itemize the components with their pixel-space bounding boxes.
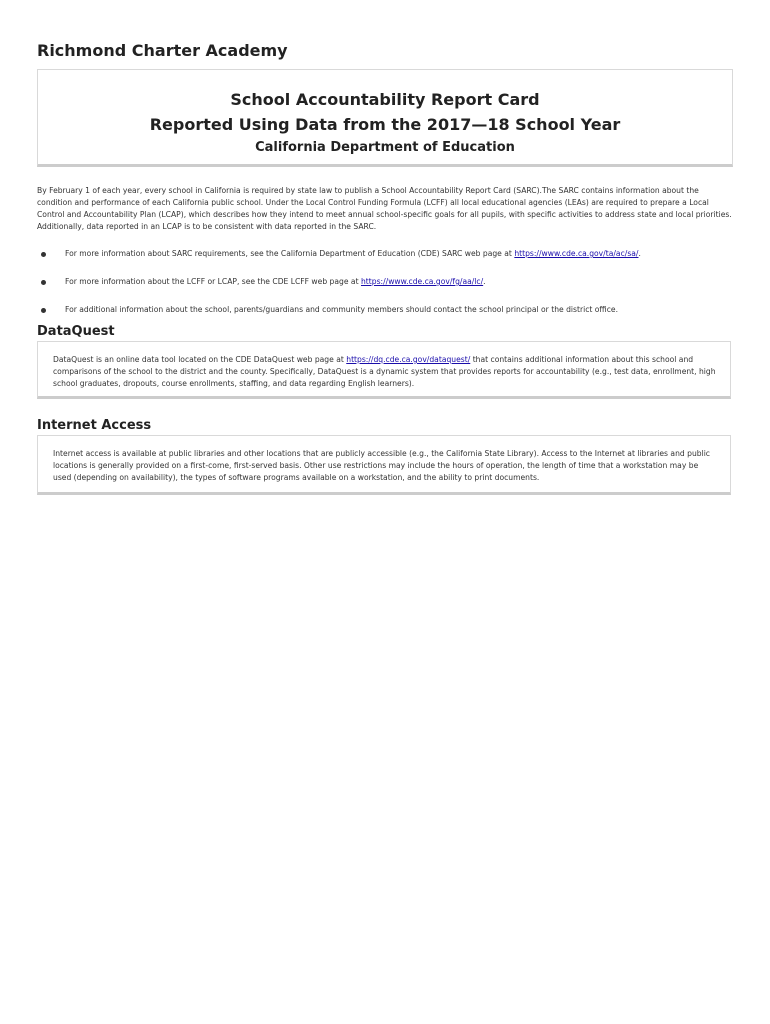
report-subtitle: Reported Using Data from the 2017—18 School Year (149, 115, 621, 134)
report-header-box (37, 69, 733, 167)
internet-access-heading: Internet Access (37, 418, 152, 433)
dataquest-heading: DataQuest (37, 324, 115, 339)
dataquest-box (37, 341, 731, 399)
bullet-sarc-end: . (638, 249, 641, 258)
bullet-sarc-text: For more information about SARC requirements, see the California Department of Education (CDE) SARC web page at (65, 249, 515, 258)
bullet-text (65, 276, 486, 288)
intro-paragraph: By February 1 of each year, every school in California is required by state law to publish a School Accountability Report Card (SARC).The SARC contains information about the condition and performance of each California public school. Under the Local Control Funding Formula (LCFF) all local educational agencies (LEAs) are required to prepare a Local Control and Accountability Plan (LCAP), which describes how they intend to meet annual school-specific goals for all pupils, with specific activities to address state and local priorities. Additionally, data reported in an LCAP is to be consistent with data reported in the SARC. (37, 186, 732, 231)
internet-access-paragraph: Internet access is available at public libraries and other locations that are publicly accessible (e.g., the California State Library). Access to the Internet at libraries and public locations is generally provided on a first-come, first-served basis. Other use restrictions may include the hours of operation, the length of time that a workstation may be used (depending on availability), the types of software programs available on a workstation, and the ability to print documents. (53, 449, 710, 482)
report-agency: California Department of Education (255, 140, 515, 155)
bullet-contact-text: For additional information about the school, parents/guardians and community members should contact the school principal or the district office. (65, 305, 619, 314)
internet-access-box (37, 435, 731, 495)
sarc-link[interactable]: https://www.cde.ca.gov/ta/ac/sa/ (514, 249, 639, 258)
bullet-text (65, 248, 641, 260)
bullet-dot-icon (41, 280, 46, 285)
report-title: School Accountability Report Card (230, 90, 540, 109)
dataquest-link[interactable]: https://dq.cde.ca.gov/dataquest/ (346, 355, 471, 364)
bullet-dot-icon (41, 308, 46, 313)
school-name: Richmond Charter Academy (37, 41, 288, 60)
dataquest-text-start: DataQuest is an online data tool located on the CDE DataQuest web page at (53, 355, 347, 364)
dataquest-paragraph (53, 354, 718, 390)
bullet-lcff-end: . (483, 277, 486, 286)
lcff-link[interactable]: https://www.cde.ca.gov/fg/aa/lc/ (360, 277, 484, 286)
dataquest-text-end: that contains additional information about this school and comparisons of the school to the district and the county. Specifically, DataQuest is a dynamic system that provides reports for accountability (e.g., test data, enrollment, high school graduates, dropouts, course enrollments, staffing, and data regarding English learners). (53, 355, 716, 388)
bullet-dot-icon (41, 252, 46, 257)
bullet-lcff-text: For more information about the LCFF or LCAP, see the CDE LCFF web page at (65, 277, 361, 286)
